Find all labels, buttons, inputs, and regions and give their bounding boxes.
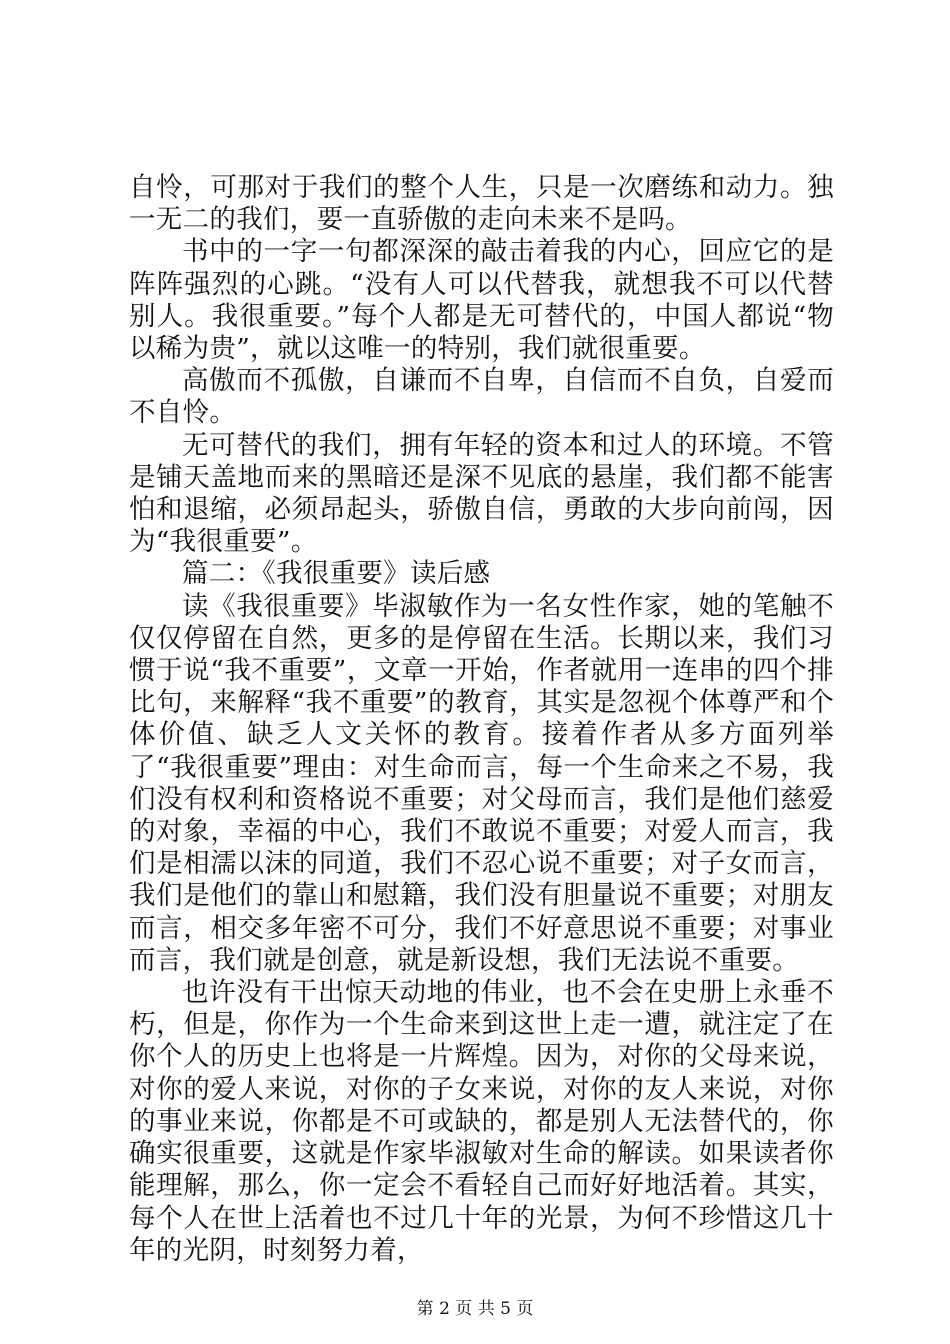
page-number-footer: 第 2 页 共 5 页 xyxy=(416,1299,534,1319)
paragraph-6: 也许没有干出惊天动地的伟业，也不会在史册上永垂不朽，但是，你作为一个生命来到这世上走一遭，就注定了在你个人的历史上也将是一片辉煌。因为，对你的父母来说，对你的爱人来说，对你的子女来说，对你的友人来说，对你的事业来说，你都是不可或缺的，都是别人无法替代的，你确实很重要，这就是作家毕淑敏对生命的解读。如果读者你能理解，那么，你一定会不看轻自己而好好地活着。其实，每个人在世上活着也不过几十年的光景，为何不珍惜这几十年的光阴，时刻努力着， xyxy=(129,977,834,1266)
paragraph-1: 自怜，可那对于我们的整个人生，只是一次磨练和动力。独一无二的我们，要一直骄傲的走向未来不是吗。 xyxy=(129,172,834,236)
paragraph-2: 书中的一字一句都深深的敲击着我的内心，回应它的是阵阵强烈的心跳。“没有人可以代替我，就想我不可以代替别人。我很重要。”每个人都是无可替代的，中国人都说“物以稀为贵”，就以这唯一的特别，我们就很重要。 xyxy=(129,236,834,365)
paragraph-4: 无可替代的我们，拥有年轻的资本和过人的环境。不管是铺天盖地而来的黑暗还是深不见底的悬崖，我们都不能害怕和退缩，必须昂起头，骄傲自信，勇敢的大步向前闯，因为“我很重要”。 xyxy=(129,429,834,558)
section-heading: 篇二：《我很重要》读后感 xyxy=(182,558,491,590)
paragraph-5: 读《我很重要》毕淑敏作为一名女性作家，她的笔触不仅仅停留在自然，更多的是停留在生活。长期以来，我们习惯于说“我不重要”，文章一开始，作者就用一连串的四个排比句，来解释“我不重要”的教育，其实是忽视个体尊严和个体价值、缺乏人文关怀的教育。接着作者从多方面列举了“我很重要”理由：对生命而言，每一个生命来之不易，我们没有权利和资格说不重要；对父母而言，我们是他们慈爱的对象，幸福的中心，我们不敢说不重要；对爱人而言，我们是相濡以沫的同道，我们不忍心说不重要；对子女而言，我们是他们的靠山和慰籍，我们没有胆量说不重要；对朋友而言，相交多年密不可分，我们不好意思说不重要；对事业而言，我们就是创意，就是新设想，我们无法说不重要。 xyxy=(129,590,834,976)
document-body xyxy=(129,172,834,1267)
paragraph-3: 高傲而不孤傲，自谦而不自卑，自信而不自负，自爱而不自怜。 xyxy=(129,365,834,429)
